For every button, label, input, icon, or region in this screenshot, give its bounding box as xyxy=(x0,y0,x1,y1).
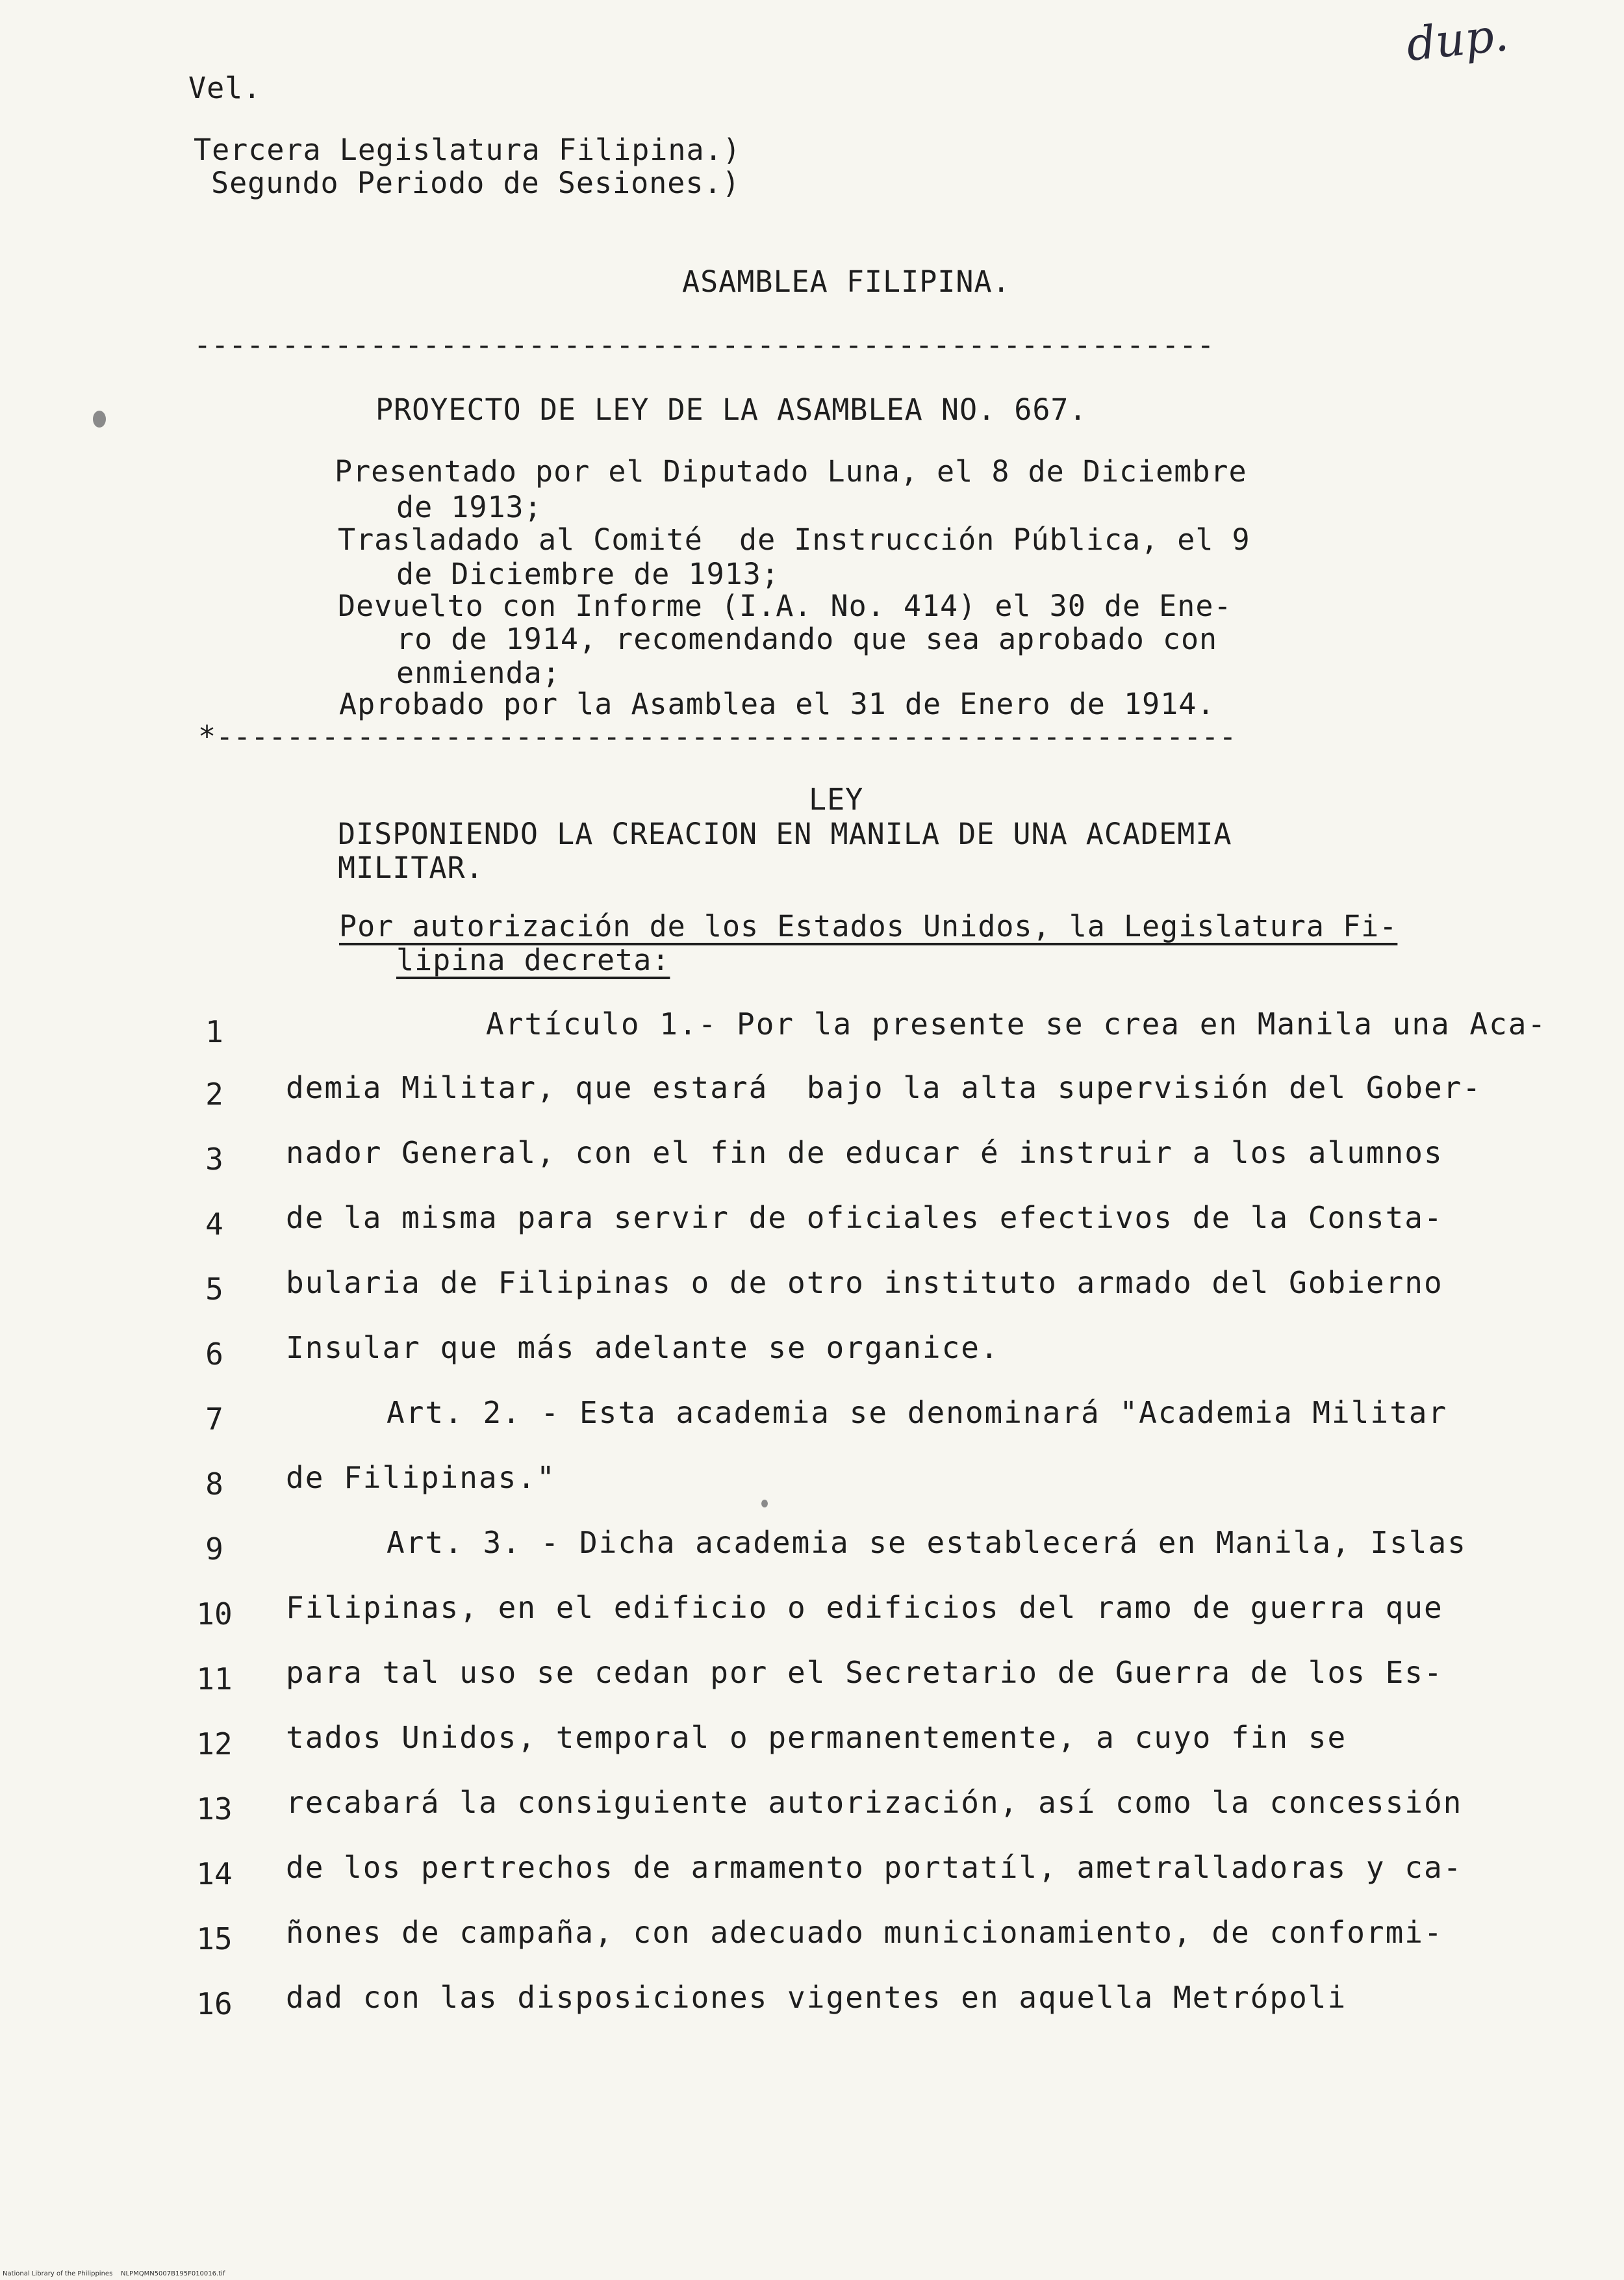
body-line: de los pertrechos de armamento portatíl, ametralladoras y ca- xyxy=(286,1850,1463,1885)
line-number: 1 xyxy=(205,1014,223,1049)
line-number: 9 xyxy=(205,1531,223,1567)
body-line: recabará la consiguiente autorización, así como la concessión xyxy=(286,1785,1463,1820)
scan-footer: National Library of the Philippines NLPMQMN5007B195F010016.tif xyxy=(3,2270,225,2277)
line-number: 13 xyxy=(196,1791,233,1826)
body-line: de la misma para servir de oficiales efectivos de la Consta- xyxy=(286,1200,1443,1235)
separator-top: ---------------------------------------------------------- xyxy=(194,328,1215,362)
history-line: enmienda; xyxy=(396,656,561,690)
body-line: Artículo 1.- Por la presente se crea en Manila una Aca- xyxy=(486,1006,1547,1042)
line-number: 14 xyxy=(196,1856,233,1891)
history-line: Aprobado por la Asamblea el 31 de Enero de 1914. xyxy=(339,687,1215,721)
body-line: demia Militar, que estará bajo la alta supervisión del Gober- xyxy=(286,1070,1482,1105)
separator-bottom: *---------------------------------------------------------- xyxy=(198,720,1237,754)
history-line: Trasladado al Comité de Instrucción Pública, el 9 xyxy=(338,522,1250,557)
body-line: Art. 3. - Dicha academia se establecerá en Manila, Islas xyxy=(387,1525,1467,1560)
reference-mark: Vel. xyxy=(188,71,262,105)
bill-title: PROYECTO DE LEY DE LA ASAMBLEA NO. 667. xyxy=(375,392,1087,427)
body-line: para tal uso se cedan por el Secretario de Guerra de los Es- xyxy=(286,1655,1443,1690)
handwritten-note: dup. xyxy=(1404,8,1511,71)
line-number: 7 xyxy=(205,1402,223,1437)
line-number: 5 xyxy=(205,1272,223,1307)
line-number: 8 xyxy=(205,1467,223,1502)
line-number: 11 xyxy=(196,1661,233,1697)
body-line: dad con las disposiciones vigentes en aquella Metrópoli xyxy=(286,1980,1347,2015)
body-line: Filipinas, en el edificio o edificios del ramo de guerra que xyxy=(286,1590,1443,1625)
session-line: Segundo Periodo de Sesiones.) xyxy=(211,166,741,200)
body-line: Insular que más adelante se organice. xyxy=(286,1330,1000,1365)
body-line: nador General, con el fin de educar é instruir a los alumnos xyxy=(286,1135,1443,1170)
history-line: Presentado por el Diputado Luna, el 8 de Diciembre xyxy=(335,454,1247,489)
body-line: bularia de Filipinas o de otro instituto armado del Gobierno xyxy=(286,1265,1443,1300)
law-heading: LEY xyxy=(809,782,864,817)
line-number: 3 xyxy=(205,1142,223,1177)
history-line: ro de 1914, recomendando que sea aprobado con xyxy=(396,622,1218,656)
line-number: 12 xyxy=(196,1726,233,1761)
line-number: 2 xyxy=(205,1077,223,1112)
assembly-heading: ASAMBLEA FILIPINA. xyxy=(682,264,1011,299)
history-line: Devuelto con Informe (I.A. No. 414) el 30 de Ene- xyxy=(338,589,1232,623)
line-number: 16 xyxy=(196,1986,233,2021)
line-number: 15 xyxy=(196,1921,233,1956)
enacting-clause-line: lipina decreta: xyxy=(396,943,670,977)
line-number: 4 xyxy=(205,1207,223,1242)
body-line: tados Unidos, temporal o permanentemente, a cuyo fin se xyxy=(286,1720,1347,1755)
enacting-clause-line: Por autorización de los Estados Unidos, la Legislatura Fi- xyxy=(339,909,1398,943)
law-title-line: MILITAR. xyxy=(338,851,484,885)
law-title-line: DISPONIENDO LA CREACION EN MANILA DE UNA ACADEMIA xyxy=(338,817,1232,851)
scan-speck xyxy=(761,1500,768,1507)
history-line: de Diciembre de 1913; xyxy=(396,557,780,591)
scan-speck xyxy=(93,411,106,428)
legislature-line: Tercera Legislatura Filipina.) xyxy=(194,133,741,167)
line-number: 10 xyxy=(196,1596,233,1632)
body-line: ñones de campaña, con adecuado municionamiento, de conformi- xyxy=(286,1915,1443,1950)
history-line: de 1913; xyxy=(396,490,542,524)
body-line: de Filipinas." xyxy=(286,1460,556,1495)
body-line: Art. 2. - Esta academia se denominará "Academia Militar xyxy=(387,1395,1448,1430)
line-number: 6 xyxy=(205,1337,223,1372)
